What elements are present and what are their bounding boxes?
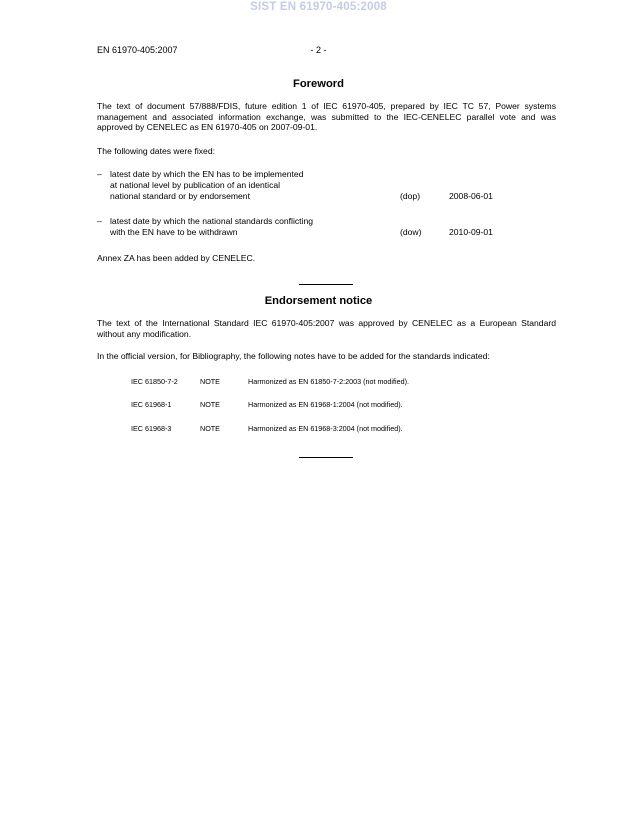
- note-text: Harmonized as EN 61968-1:2004 (not modified).: [248, 400, 403, 409]
- date-item-line: with the EN have to be withdrawn: [110, 227, 238, 237]
- header-page-number: - 2 -: [310, 45, 327, 55]
- note-standard: IEC 61850-7-2: [131, 377, 178, 386]
- date-item-line: national standard or by endorsement: [110, 191, 250, 201]
- note-text: Harmonized as EN 61850-7-2:2003 (not modified).: [248, 377, 410, 386]
- note-standard: IEC 61968-3: [131, 424, 172, 433]
- endorsement-title: Endorsement notice: [264, 295, 373, 307]
- endorsement-paragraph: The text of the International Standard IEC 61970-405:2007 was approved by CENELEC as a European Standard without any modification.: [97, 318, 556, 339]
- date-value: 2010-09-01: [449, 227, 493, 237]
- note-label: NOTE: [200, 400, 220, 409]
- dash-bullet: –: [97, 216, 102, 226]
- date-item-line: latest date by which the national standards conflicting: [110, 216, 314, 226]
- foreword-paragraph: The text of document 57/888/FDIS, future edition 1 of IEC 61970-405, prepared by IEC TC 57, Power systems management and associated information exchange, was submitted to the IEC-CENELEC parallel vote and was approved by CENELEC as EN 61970-405 on 2007-09-01.: [97, 101, 556, 132]
- dates-intro: The following dates were fixed:: [97, 146, 215, 156]
- note-label: NOTE: [200, 377, 220, 386]
- date-code: (dow): [400, 227, 422, 237]
- watermark-text: SIST EN 61970-405:2008: [250, 1, 387, 13]
- note-standard: IEC 61968-1: [131, 400, 172, 409]
- date-item-line: at national level by publication of an identical: [110, 180, 281, 190]
- header-doc-id: EN 61970-405:2007: [97, 45, 178, 55]
- end-divider: [299, 457, 353, 458]
- date-item-line: latest date by which the EN has to be implemented: [110, 169, 304, 179]
- note-text: Harmonized as EN 61968-3:2004 (not modified).: [248, 424, 403, 433]
- date-value: 2008-06-01: [449, 191, 493, 201]
- foreword-title: Foreword: [293, 78, 344, 90]
- section-divider: [299, 284, 353, 285]
- note-label: NOTE: [200, 424, 220, 433]
- annex-note: Annex ZA has been added by CENELEC.: [97, 253, 256, 263]
- endorsement-bibliography-intro: In the official version, for Bibliography, the following notes have to be added for the standards indicated:: [97, 351, 490, 361]
- dash-bullet: –: [97, 169, 102, 179]
- date-code: (dop): [400, 191, 421, 201]
